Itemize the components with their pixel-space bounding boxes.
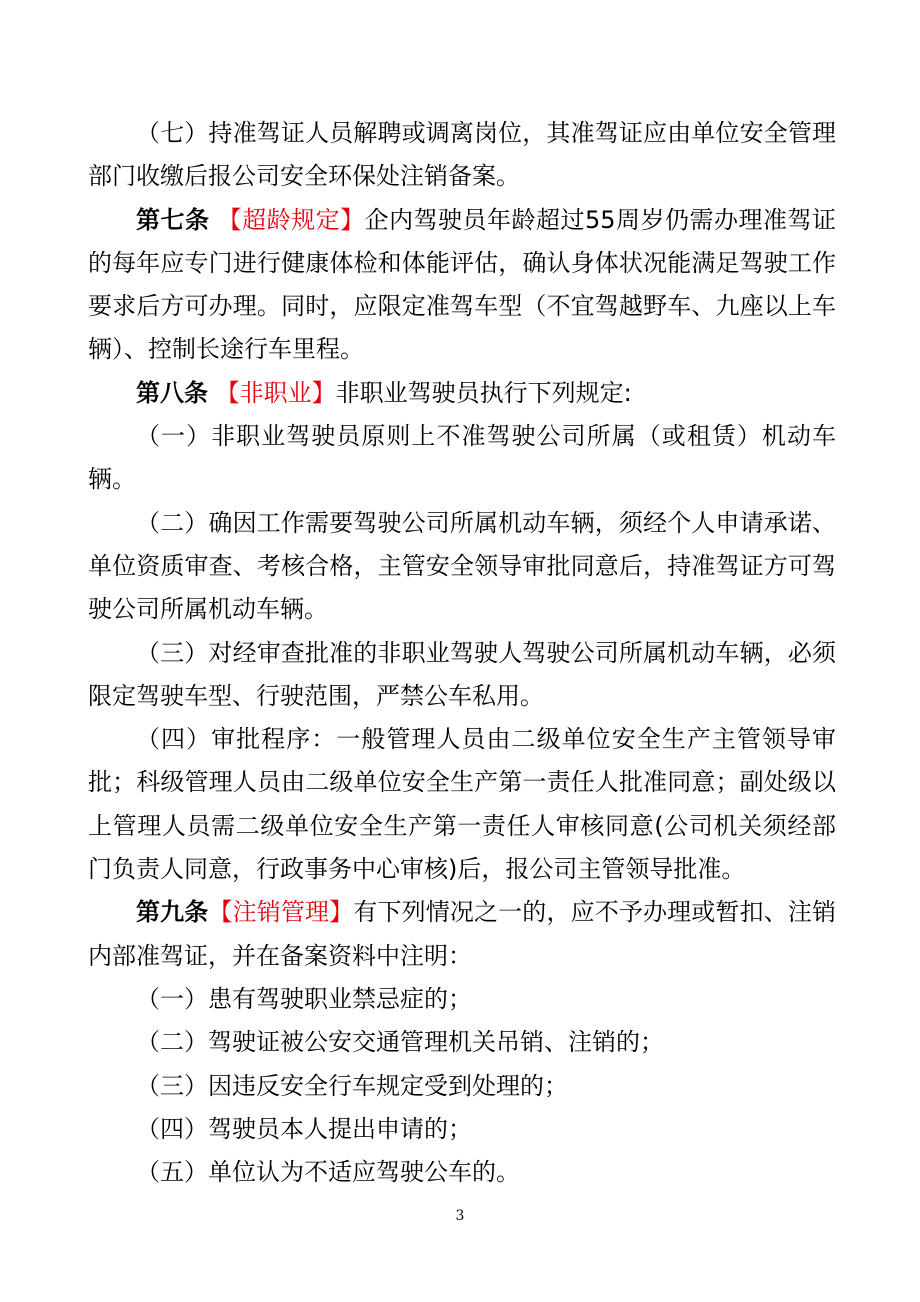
article-tag: 【超龄规定】 [217,205,365,234]
article-label: 第九条 [136,898,209,927]
paragraph-text: 企内驾驶员年龄超过55周岁仍需办理准驾证的每年应专门进行健康体检和体能评估，确认身体状况能满足驾驶工作要求后方可办理。同时，应限定准驾车型（不宜驾越野车、九座以上车辆）、控制长途行车里程。 [88,205,836,364]
document-body [88,112,836,1194]
article-9 [88,891,836,978]
paragraph-text: （三）因违反安全行车规定受到处理的； [136,1071,568,1100]
paragraph-text: （二）确因工作需要驾驶公司所属机动车辆，须经个人申请承诺、单位资质审查、考核合格，主管安全领导审批同意后，持准驾证方可驾驶公司所属机动车辆。 [88,508,836,624]
paragraph-text: （四）驾驶员本人提出申请的； [136,1114,472,1143]
paragraph-text: （二）驾驶证被公安交通管理机关吊销、注销的； [136,1028,664,1057]
paragraph-9-1 [88,978,836,1021]
article-7 [88,199,836,372]
paragraph-text: （三）对经审查批准的非职业驾驶人驾驶公司所属机动车辆，必须限定驾驶车型、行驶范围，严禁公车私用。 [88,638,836,710]
page-number: 3 [455,1208,465,1224]
paragraph-9-2 [88,1021,836,1064]
paragraph-8-2 [88,502,836,632]
paragraph-text: （七）持准驾证人员解聘或调离岗位，其准驾证应由单位安全管理部门收缴后报公司安全环保处注销备案。 [88,119,836,191]
paragraph-text: （一）非职业驾驶员原则上不准驾驶公司所属（或租赁）机动车辆。 [88,422,836,494]
paragraph-8-3 [88,632,836,719]
article-label: 第八条 [136,378,208,407]
paragraph-7-7 [88,112,836,199]
article-tag: 【非职业】 [215,378,336,407]
article-label: 第七条 [136,205,210,234]
paragraph-text: （一）患有驾驶职业禁忌症的； [136,984,472,1013]
paragraph-text: （四）审批程序：一般管理人员由二级单位安全生产主管领导审批；科级管理人员由二级单位安全生产第一责任人批准同意；副处级以上管理人员需二级单位安全生产第一责任人审核同意(公司机关须经部门负责人同意，行政事务中心审核)后，报公司主管领导批准。 [88,725,836,884]
paragraph-9-3 [88,1065,836,1108]
article-tag: 【注销管理】 [208,898,354,927]
paragraph-text: 非职业驾驶员执行下列规定: [335,378,632,407]
paragraph-8-1 [88,415,836,502]
paragraph-9-4 [88,1108,836,1151]
paragraph-text: 有下列情况之一的，应不予办理或暂扣、注销内部准驾证，并在备案资料中注明： [88,898,837,970]
paragraph-9-5 [88,1151,836,1194]
article-8 [88,372,836,415]
paragraph-text: （五）单位认为不适应驾驶公车的。 [136,1158,520,1187]
paragraph-8-4 [88,718,836,891]
